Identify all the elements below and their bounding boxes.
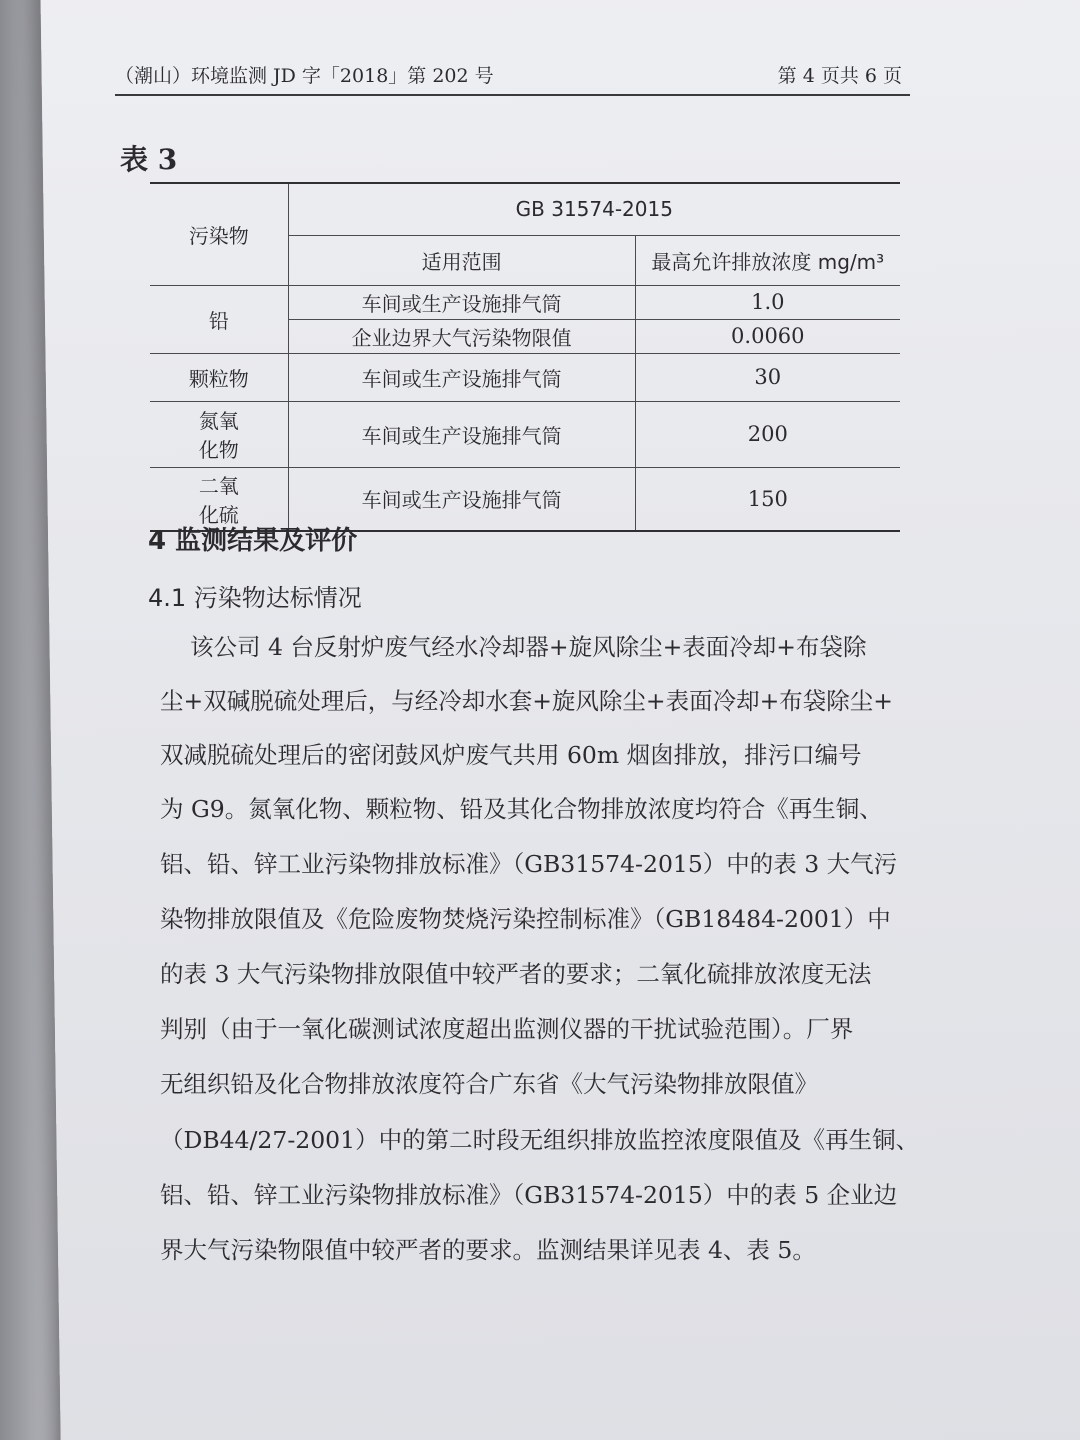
document-number: （潮山）环境监测 JD 字「2018」第 202 号 bbox=[115, 65, 494, 87]
table-row bbox=[150, 401, 900, 467]
table-row bbox=[150, 285, 900, 319]
pollutant-cell: 二氧 化硫 bbox=[150, 467, 288, 531]
pollutant-cell: 铅 bbox=[150, 285, 288, 353]
pollutant-column-header: 污染物 bbox=[150, 183, 288, 285]
limit-column-header: 最高允许排放浓度 mg/m³ bbox=[635, 235, 900, 285]
scope-cell: 车间或生产设施排气筒 bbox=[288, 401, 635, 467]
page-number: 第 4 页共 6 页 bbox=[777, 65, 902, 87]
scope-cell: 车间或生产设施排气筒 bbox=[288, 467, 635, 531]
table-caption: 表 3 bbox=[120, 143, 178, 176]
subsection-heading: 4.1 污染物达标情况 bbox=[148, 584, 362, 612]
limit-value-cell: 0.0060 bbox=[635, 319, 900, 353]
limit-value-cell: 30 bbox=[635, 353, 900, 401]
paragraph-line: 染物排放限值及《危险废物焚烧污染控制标准》（GB18484-2001）中 bbox=[160, 905, 891, 933]
paragraph-line: 铝、铅、锌工业污染物排放标准》（GB31574-2015）中的表 5 企业边 bbox=[160, 1181, 898, 1209]
page-header bbox=[115, 60, 910, 96]
standard-header: GB 31574-2015 bbox=[288, 183, 900, 235]
paragraph-line: 铝、铅、锌工业污染物排放标准》（GB31574-2015）中的表 3 大气污 bbox=[160, 850, 898, 878]
paragraph-line: 判别（由于一氧化碳测试浓度超出监测仪器的干扰试验范围）。厂界 bbox=[160, 1015, 854, 1043]
table-row bbox=[150, 353, 900, 401]
table-header-row bbox=[150, 183, 900, 235]
paragraph-line: 双减脱硫处理后的密闭鼓风炉废气共用 60m 烟囱排放，排污口编号 bbox=[160, 741, 862, 769]
paragraph-line: （DB44/27-2001）中的第二时段无组织排放监控浓度限值及《再生铜、 bbox=[160, 1126, 920, 1154]
pollutant-cell: 氮氧 化物 bbox=[150, 401, 288, 467]
section-heading: 4 监测结果及评价 bbox=[148, 526, 358, 556]
pollutant-cell: 颗粒物 bbox=[150, 353, 288, 401]
emission-standard-table bbox=[150, 182, 900, 532]
scope-cell: 企业边界大气污染物限值 bbox=[288, 319, 635, 353]
paragraph-line: 无组织铅及化合物排放浓度符合广东省《大气污染物排放限值》 bbox=[160, 1070, 818, 1098]
scope-cell: 车间或生产设施排气筒 bbox=[288, 285, 635, 319]
scope-cell: 车间或生产设施排气筒 bbox=[288, 353, 635, 401]
paragraph-line: 该公司 4 台反射炉废气经水冷却器+旋风除尘+表面冷却+布袋除 bbox=[190, 633, 867, 661]
scope-column-header: 适用范围 bbox=[288, 235, 635, 285]
paragraph-line: 界大气污染物限值中较严者的要求。监测结果详见表 4、表 5。 bbox=[160, 1236, 816, 1264]
limit-value-cell: 1.0 bbox=[635, 285, 900, 319]
paragraph-line: 尘+双碱脱硫处理后，与经冷却水套+旋风除尘+表面冷却+布袋除尘+ bbox=[160, 687, 893, 715]
limit-value-cell: 200 bbox=[635, 401, 900, 467]
paragraph-line: 的表 3 大气污染物排放限值中较严者的要求；二氧化硫排放浓度无法 bbox=[160, 960, 872, 988]
limit-value-cell: 150 bbox=[635, 467, 900, 531]
paragraph-line: 为 G9。氮氧化物、颗粒物、铅及其化合物排放浓度均符合《再生铜、 bbox=[160, 795, 883, 823]
